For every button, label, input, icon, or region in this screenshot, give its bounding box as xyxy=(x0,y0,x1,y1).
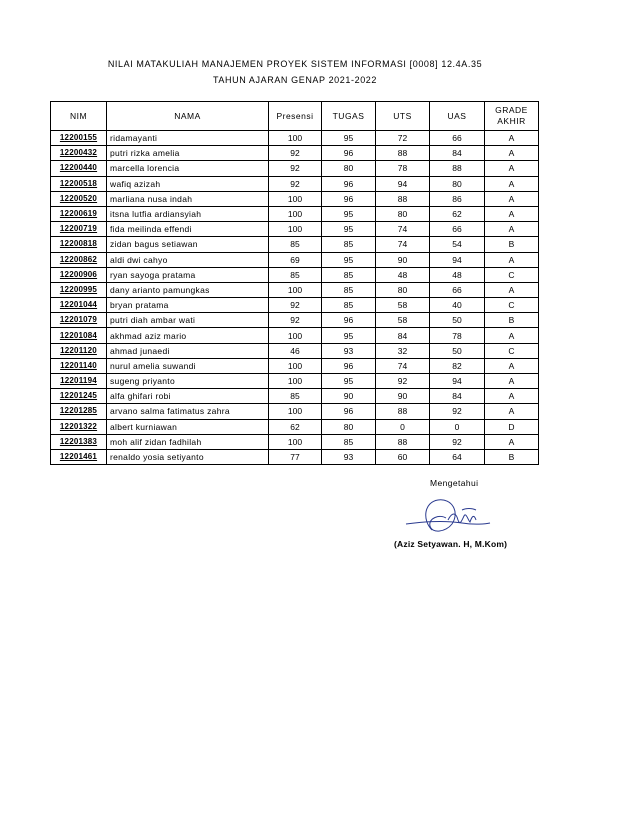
presensi-cell: 85 xyxy=(269,389,322,404)
table-row xyxy=(51,176,539,191)
header-grade-akhir: GRADE AKHIR xyxy=(485,102,539,131)
table-row xyxy=(51,237,539,252)
grade-cell: C xyxy=(485,343,539,358)
uas-cell: 64 xyxy=(430,449,485,464)
header-nim: NIM xyxy=(51,102,107,131)
grade-cell: A xyxy=(485,131,539,146)
uas-cell: 82 xyxy=(430,358,485,373)
uas-cell: 78 xyxy=(430,328,485,343)
grade-cell: B xyxy=(485,313,539,328)
header-tugas: TUGAS xyxy=(322,102,376,131)
presensi-cell: 100 xyxy=(269,404,322,419)
tugas-cell: 95 xyxy=(322,252,376,267)
nama-cell: ryan sayoga pratama xyxy=(107,267,269,282)
table-row xyxy=(51,282,539,297)
nim-cell: 12201120 xyxy=(51,343,107,358)
tugas-cell: 96 xyxy=(322,191,376,206)
table-row xyxy=(51,328,539,343)
table-row xyxy=(51,358,539,373)
grade-cell: A xyxy=(485,358,539,373)
nim-cell: 12200619 xyxy=(51,206,107,221)
uts-cell: 90 xyxy=(376,252,430,267)
uas-cell: 80 xyxy=(430,176,485,191)
grade-cell: A xyxy=(485,176,539,191)
tugas-cell: 95 xyxy=(322,328,376,343)
presensi-cell: 46 xyxy=(269,343,322,358)
nama-cell: marliana nusa indah xyxy=(107,191,269,206)
nim-cell: 12200906 xyxy=(51,267,107,282)
presensi-cell: 100 xyxy=(269,328,322,343)
tugas-cell: 96 xyxy=(322,313,376,328)
nama-cell: itsna lutfia ardiansyiah xyxy=(107,206,269,221)
grade-cell: A xyxy=(485,206,539,221)
grade-cell: A xyxy=(485,146,539,161)
grade-cell: A xyxy=(485,282,539,297)
nim-cell: 12200518 xyxy=(51,176,107,191)
table-header-row xyxy=(51,102,539,131)
grade-cell: B xyxy=(485,449,539,464)
table-row xyxy=(51,389,539,404)
presensi-cell: 77 xyxy=(269,449,322,464)
uts-cell: 48 xyxy=(376,267,430,282)
uas-cell: 66 xyxy=(430,282,485,297)
tugas-cell: 96 xyxy=(322,358,376,373)
presensi-cell: 85 xyxy=(269,237,322,252)
presensi-cell: 100 xyxy=(269,374,322,389)
header-presensi: Presensi xyxy=(269,102,322,131)
tugas-cell: 93 xyxy=(322,449,376,464)
presensi-cell: 92 xyxy=(269,313,322,328)
tugas-cell: 96 xyxy=(322,146,376,161)
nama-cell: marcella lorencia xyxy=(107,161,269,176)
nim-cell: 12201140 xyxy=(51,358,107,373)
uas-cell: 50 xyxy=(430,313,485,328)
tugas-cell: 95 xyxy=(322,374,376,389)
nim-cell: 12200440 xyxy=(51,161,107,176)
uas-cell: 40 xyxy=(430,298,485,313)
table-row xyxy=(51,222,539,237)
nama-cell: fida meilinda effendi xyxy=(107,222,269,237)
uas-cell: 66 xyxy=(430,131,485,146)
uas-cell: 92 xyxy=(430,434,485,449)
grade-cell: A xyxy=(485,434,539,449)
signature-image xyxy=(402,490,492,538)
tugas-cell: 93 xyxy=(322,343,376,358)
uts-cell: 58 xyxy=(376,298,430,313)
tugas-cell: 85 xyxy=(322,298,376,313)
uts-cell: 72 xyxy=(376,131,430,146)
uas-cell: 0 xyxy=(430,419,485,434)
nim-cell: 12201044 xyxy=(51,298,107,313)
presensi-cell: 85 xyxy=(269,267,322,282)
uts-cell: 74 xyxy=(376,358,430,373)
table-row xyxy=(51,252,539,267)
acknowledgement-label: Mengetahui xyxy=(430,478,479,488)
nama-cell: aldi dwi cahyo xyxy=(107,252,269,267)
nama-cell: nurul amelia suwandi xyxy=(107,358,269,373)
nama-cell: arvano salma fatimatus zahra xyxy=(107,404,269,419)
nama-cell: moh alif zidan fadhilah xyxy=(107,434,269,449)
presensi-cell: 69 xyxy=(269,252,322,267)
nama-cell: putri rizka amelia xyxy=(107,146,269,161)
tugas-cell: 85 xyxy=(322,282,376,297)
uts-cell: 90 xyxy=(376,389,430,404)
presensi-cell: 92 xyxy=(269,146,322,161)
presensi-cell: 92 xyxy=(269,161,322,176)
header-uas: UAS xyxy=(430,102,485,131)
table-row xyxy=(51,404,539,419)
nim-cell: 12201322 xyxy=(51,419,107,434)
tugas-cell: 95 xyxy=(322,206,376,221)
nim-cell: 12200818 xyxy=(51,237,107,252)
nama-cell: akhmad aziz mario xyxy=(107,328,269,343)
uas-cell: 54 xyxy=(430,237,485,252)
presensi-cell: 100 xyxy=(269,222,322,237)
table-row xyxy=(51,313,539,328)
table-row xyxy=(51,449,539,464)
tugas-cell: 96 xyxy=(322,176,376,191)
tugas-cell: 96 xyxy=(322,404,376,419)
presensi-cell: 92 xyxy=(269,298,322,313)
presensi-cell: 100 xyxy=(269,358,322,373)
uas-cell: 84 xyxy=(430,146,485,161)
tugas-cell: 95 xyxy=(322,131,376,146)
table-row xyxy=(51,374,539,389)
presensi-cell: 100 xyxy=(269,131,322,146)
uas-cell: 88 xyxy=(430,161,485,176)
nim-cell: 12201084 xyxy=(51,328,107,343)
uts-cell: 80 xyxy=(376,206,430,221)
uas-cell: 50 xyxy=(430,343,485,358)
nama-cell: zidan bagus setiawan xyxy=(107,237,269,252)
header-uts: UTS xyxy=(376,102,430,131)
presensi-cell: 100 xyxy=(269,434,322,449)
nim-cell: 12201285 xyxy=(51,404,107,419)
nim-cell: 12201383 xyxy=(51,434,107,449)
uts-cell: 88 xyxy=(376,434,430,449)
nim-cell: 12201194 xyxy=(51,374,107,389)
uas-cell: 84 xyxy=(430,389,485,404)
uas-cell: 62 xyxy=(430,206,485,221)
nama-cell: albert kurniawan xyxy=(107,419,269,434)
uts-cell: 88 xyxy=(376,191,430,206)
grade-cell: B xyxy=(485,237,539,252)
tugas-cell: 85 xyxy=(322,237,376,252)
table-row xyxy=(51,161,539,176)
table-row xyxy=(51,131,539,146)
document-subtitle: TAHUN AJARAN GENAP 2021-2022 xyxy=(212,75,378,85)
nim-cell: 12200719 xyxy=(51,222,107,237)
uas-cell: 94 xyxy=(430,252,485,267)
grade-cell: C xyxy=(485,267,539,282)
tugas-cell: 90 xyxy=(322,389,376,404)
grade-cell: D xyxy=(485,419,539,434)
uas-cell: 66 xyxy=(430,222,485,237)
nama-cell: dany arianto pamungkas xyxy=(107,282,269,297)
grade-cell: A xyxy=(485,191,539,206)
uts-cell: 84 xyxy=(376,328,430,343)
grade-cell: A xyxy=(485,222,539,237)
nim-cell: 12200995 xyxy=(51,282,107,297)
presensi-cell: 100 xyxy=(269,282,322,297)
presensi-cell: 92 xyxy=(269,176,322,191)
table-row xyxy=(51,267,539,282)
uts-cell: 58 xyxy=(376,313,430,328)
uts-cell: 80 xyxy=(376,282,430,297)
nama-cell: sugeng priyanto xyxy=(107,374,269,389)
grades-table xyxy=(50,101,539,465)
uts-cell: 78 xyxy=(376,161,430,176)
nama-cell: bryan pratama xyxy=(107,298,269,313)
nama-cell: ridamayanti xyxy=(107,131,269,146)
tugas-cell: 95 xyxy=(322,222,376,237)
nama-cell: wafiq azizah xyxy=(107,176,269,191)
grade-cell: A xyxy=(485,161,539,176)
grade-cell: A xyxy=(485,404,539,419)
nama-cell: ahmad junaedi xyxy=(107,343,269,358)
nim-cell: 12200520 xyxy=(51,191,107,206)
presensi-cell: 100 xyxy=(269,206,322,221)
uts-cell: 92 xyxy=(376,374,430,389)
grade-cell: A xyxy=(485,389,539,404)
table-row xyxy=(51,419,539,434)
table-row xyxy=(51,298,539,313)
grade-cell: A xyxy=(485,374,539,389)
uts-cell: 88 xyxy=(376,146,430,161)
grade-cell: C xyxy=(485,298,539,313)
table-row xyxy=(51,191,539,206)
uts-cell: 74 xyxy=(376,222,430,237)
nim-cell: 12201079 xyxy=(51,313,107,328)
uts-cell: 60 xyxy=(376,449,430,464)
presensi-cell: 62 xyxy=(269,419,322,434)
nim-cell: 12200432 xyxy=(51,146,107,161)
presensi-cell: 100 xyxy=(269,191,322,206)
uts-cell: 88 xyxy=(376,404,430,419)
nim-cell: 12201245 xyxy=(51,389,107,404)
uas-cell: 86 xyxy=(430,191,485,206)
table-row xyxy=(51,146,539,161)
document-title: NILAI MATAKULIAH MANAJEMEN PROYEK SISTEM INFORMASI [0008] 12.4A.35 xyxy=(107,59,483,69)
nama-cell: putri diah ambar wati xyxy=(107,313,269,328)
uts-cell: 94 xyxy=(376,176,430,191)
tugas-cell: 85 xyxy=(322,434,376,449)
uas-cell: 92 xyxy=(430,404,485,419)
grade-cell: A xyxy=(485,252,539,267)
tugas-cell: 80 xyxy=(322,419,376,434)
table-row xyxy=(51,343,539,358)
nama-cell: renaldo yosia setiyanto xyxy=(107,449,269,464)
nama-cell: alfa ghifari robi xyxy=(107,389,269,404)
uts-cell: 32 xyxy=(376,343,430,358)
nim-cell: 12201461 xyxy=(51,449,107,464)
uts-cell: 0 xyxy=(376,419,430,434)
header-nama: NAMA xyxy=(107,102,269,131)
uts-cell: 74 xyxy=(376,237,430,252)
table-row xyxy=(51,434,539,449)
table-row xyxy=(51,206,539,221)
uas-cell: 48 xyxy=(430,267,485,282)
nim-cell: 12200155 xyxy=(51,131,107,146)
grade-cell: A xyxy=(485,328,539,343)
uas-cell: 94 xyxy=(430,374,485,389)
tugas-cell: 80 xyxy=(322,161,376,176)
nim-cell: 12200862 xyxy=(51,252,107,267)
tugas-cell: 85 xyxy=(322,267,376,282)
signer-name: (Aziz Setyawan. H, M.Kom) xyxy=(394,539,508,549)
